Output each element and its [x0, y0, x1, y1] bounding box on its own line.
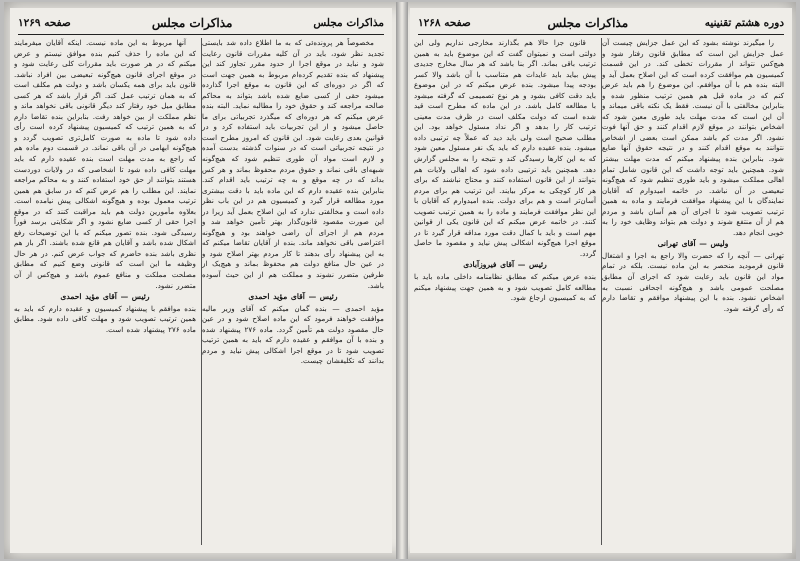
speaker-heading: ولیس — آقای تهرانی — [657, 239, 729, 249]
right-page — [410, 8, 792, 553]
speaker-heading: رئیس — آقای مؤید احمدی — [60, 292, 150, 302]
book-spread — [4, 2, 796, 559]
paragraph: را میگیرند نوشته بشود که این عمل جزایش چیست آن عمل جزایش این است که مطابق قانون رفتار شود و هیچ‌کس نتواند از مقررات تخطی کند. در این قسمت کمیسیون هم موافقت کرده است که این اصلاح بعمل آید و البته بنده هم با آن موافقم. این موضوع را هم باید عرض کنم که در ماده قبل هم همین ترتیب منظور شده و بنابراین مخالفتی با آن نیست. فقط یک نکته باقی میماند و آن این است که مدت مهلت باید طوری معین شود که اشخاص بتوانند در موقع لازم اقدام کنند و حق آنها فوت نشود. اگر مدت کم باشد ممکن است بعضی از اشخاص نتوانند به موقع اقدام کنند و در نتیجه حقوق آنها ضایع شود. بنابراین بنده پیشنهاد میکنم که مدت مهلت بیشتر شود. همچنین باید توجه داشت که این قانون شامل تمام اهالی مملکت میشود و باید طوری تنظیم شود که هیچ‌گونه تبعیضی در آن نباشد. در خاتمه امیدوارم که آقایان نمایندگان با این پیشنهاد موافقت فرمایند و ماده به همین ترتیب تصویب شود تا اجرای آن هم آسان باشد و مردم هم از آن منتفع شوند و دولت هم بتواند وظایف خود را به خوبی انجام دهد. — [602, 38, 784, 237]
speaker-heading: رئیس — آقای فیروزآبادی — [463, 260, 547, 270]
column-divider — [601, 38, 602, 545]
paragraph: آنها مربوط به این ماده نیست. اینکه آقایان میفرمایند که این ماده را حذف کنیم بنده موافق نیستم و عرض میکنم که در هر صورت باید مقررات کلی رعایت شود و در موقع اجرای قانون هیچ‌گونه تبعیضی بین افراد نباشد. قانون باید برای همه یکسان باشد و دولت هم مکلف است که به همان ترتیب عمل کند. اگر قرار باشد که هر کسی مطابق میل خود رفتار کند دیگر قانونی باقی نخواهد ماند و نظم مملکت از بین خواهد رفت. بنابراین بنده تقاضا دارم که به همین ترتیب که کمیسیون پیشنهاد کرده است رأی داده شود تا ماده به صورت کامل‌تری تصویب گردد و هیچ‌گونه ابهامی در آن باقی نماند. در قسمت دوم ماده هم که راجع به مدت مهلت است بنده عقیده دارم که باید مهلت کافی داده شود تا اشخاصی که در ولایات دوردست هستند بتوانند از حق خود استفاده کنند و به محاکم مراجعه نمایند. این مطلب را هم عرض کنم که در سابق هم همین ترتیب معمول بوده و هیچ‌گونه اشکالی پیش نیامده است. بعلاوه مأمورین دولت هم باید مراقبت کنند که در موقع اجرا حقی از کسی ضایع نشود و اگر شکایتی برسد فوراً رسیدگی شود. بنده تصور میکنم که با این توضیحات رفع اشکال شده باشد و آقایان هم قانع شده باشند. اگر باز هم نظری باشد بنده حاضرم که جواب عرض کنم. در هر حال وظیفه ما این است که قانونی وضع کنیم که مطابق مصلحت مملکت و منافع عموم باشد و هیچ‌کس از آن متضرر نشود. — [14, 38, 196, 290]
text-column-left — [14, 38, 196, 545]
paragraph: قانون جزا حالا هم بگذارند مخارجی نداریم ولی این دولتی است و نمیتوان گفت که این موضوع باید به همین ترتیب باقی بماند. اگر بنا باشد که هر سال مخارج جدیدی پیش بیاید باید عایدات هم متناسب با آن باشد والا کسر بودجه پیدا میشود. بنده عرض میکنم که در این موضوع باید دقت کافی بشود و هر نوع تصمیمی که گرفته میشود با مطالعه کامل باشد. در این ماده که مطرح است قید شده است که دولت مکلف است در ظرف مدت معینی ترتیب کار را بدهد و اگر نداد مسئول خواهد بود. این مطلب صحیح است ولی باید دید که عملاً چه ترتیبی داده میشود. بنده عقیده دارم که باید یک نفر مسئول معین شود که به این کارها رسیدگی کند و نتیجه را به مجلس گزارش دهد. همچنین باید ترتیبی داده شود که اهالی ولایات هم بتوانند از این قانون استفاده کنند و محتاج نباشند که برای هر کار کوچکی به مرکز بیایند. این ترتیب هم برای مردم آسان‌تر است و هم برای دولت. بنده امیدوارم که آقایان با این نظر موافقت فرمایند و ماده را به همین ترتیب تصویب کنند. در خاتمه عرض میکنم که این قانون یکی از قوانین مهم است و باید با کمال دقت مورد مداقه قرار گیرد تا در موقع اجرا هیچ‌گونه اشکالی پیش نیاید و مقصود ما حاصل گردد. — [414, 38, 596, 258]
header-rule — [18, 34, 384, 35]
book-gutter — [396, 2, 408, 559]
header-page-number: صفحه ۱۲۶۹ — [18, 17, 71, 29]
header-center: مذاکرات مجلس — [151, 16, 233, 30]
header-right: دوره هشتم تقنینیه — [704, 17, 784, 29]
page-header — [418, 14, 784, 32]
column-divider — [201, 38, 202, 545]
paragraph: بنده عرض میکنم که مطابق نظامنامه داخلی ماده باید با مطالعه کامل تصویب شود و به همین جهت پیشنهاد میکنم که به کمیسیون ارجاع شود. — [414, 272, 596, 303]
paragraph: مخصوصاً هر پرونده‌ئی که به ما اطلاع داده شد بایستی تجدید نظر شود، باید در آن کلیه مقررات قانون رعایت شود و نباید در موقع اجرا از حدود مقرر تجاوز کند این پیشنهاد که بنده تقدیم کرده‌ام مربوط به همین جهت است که اگر در دوره‌ای که این قانون به موقع اجرا گذارده میشود حقی از کسی ضایع شده باشد بتواند به محاکم صالحه مراجعه کند و حقوق خود را مطالبه نماید. البته بنده عرض میکنم که هر دوره‌ای که میگذرد تجربیاتی برای ما حاصل میشود و از این تجربیات باید استفاده کرد و در قوانین بعدی رعایت شود. این قانون که امروز مطرح است در نتیجه تجربیاتی است که در سنوات گذشته بدست آمده و لازم است مواد آن طوری تنظیم شود که هیچ‌گونه شبهه‌ای باقی نماند و حقوق مردم محفوظ بماند و هر کس بداند که در چه موقع و به چه ترتیب باید اقدام کند. بنابراین بنده عقیده دارم که این ماده باید با دقت بیشتری مورد مطالعه قرار گیرد و کمیسیون هم در این باب نظر داده است و مخالفتی ندارد که این اصلاح بعمل آید زیرا در این صورت مقصود قانون‌گذار بهتر تأمین خواهد شد و مردم هم از اجرای آن راضی خواهند بود و هیچ‌گونه اعتراضی باقی نخواهد ماند. بنده از آقایان تقاضا میکنم که به این پیشنهاد رأی بدهند تا کار مردم بهتر اصلاح شود و در عین حال منافع دولت هم محفوظ بماند و هیچ‌یک از طرفین متضرر نشوند و مملکت هم از این حیث آسوده باشد. — [202, 38, 384, 290]
text-column-left — [414, 38, 596, 545]
header-center: مذاکرات مجلس — [547, 16, 629, 30]
text-column-right — [202, 38, 384, 545]
header-page-number: صفحه ۱۲۶۸ — [418, 17, 471, 29]
header-right: مذاکرات مجلس — [313, 17, 384, 29]
left-page — [10, 8, 392, 553]
speaker-heading: رئیس — آقای مؤید احمدی — [248, 292, 338, 302]
page-header — [18, 14, 384, 32]
header-rule — [418, 34, 784, 35]
paragraph: بنده موافقم با پیشنهاد کمیسیون و عقیده دارم که باید به همین ترتیب تصویب شود و مهلت کافی داده شود. مطابق ماده ۲۷۶ پیشنهاد شده است. — [14, 303, 196, 334]
paragraph: تهرانی — آنچه را که حضرت والا راجع به اجرا و اشتغال قانون فرمودید منحصر به این ماده نیست. بلکه در تمام مواد این قانون باید رعایت شود که اجرای آن مطابق مصلحت عمومی باشد و هیچ‌گونه اجحافی نسبت به اشخاص نشود. بنده با این پیشنهاد موافقم و تقاضا دارم که رأی گرفته شود. — [602, 250, 784, 313]
paragraph: مؤید احمدی — بنده گمان میکنم که آقای وزیر مالیه موافقت خواهند فرمود که این ماده اصلاح شود و در عین حال مقصود دولت هم تأمین گردد. ماده ۲۷۶ پیشنهاد شده و بنده با آن موافقم و عقیده دارم که باید به همین ترتیب تصویب شود تا در موقع اجرا اشکالی پیش نیاید و مردم بدانند که تکلیفشان چیست. — [202, 303, 384, 366]
text-column-right — [602, 38, 784, 545]
